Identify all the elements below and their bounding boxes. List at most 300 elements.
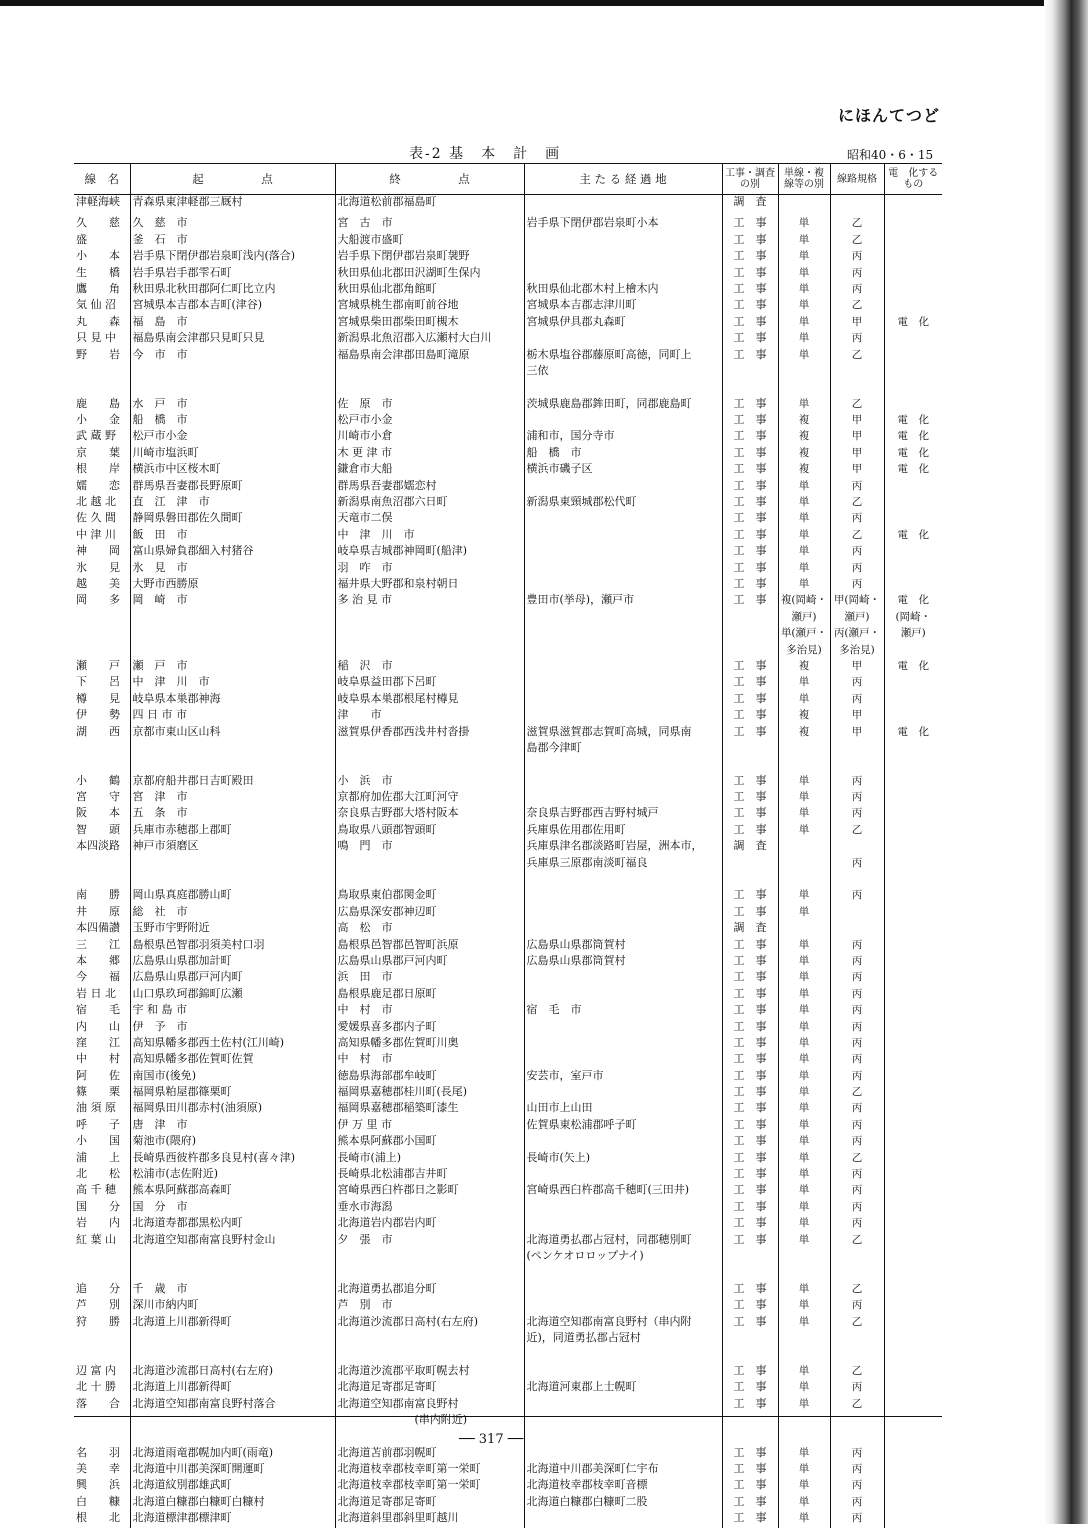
cell-end: 秋田県仙北郡田沢湖町生保内 — [335, 266, 524, 282]
cell-end: 小 浜 市 — [335, 774, 524, 790]
cell-end — [335, 610, 524, 626]
cell-end: 津 市 — [335, 708, 524, 724]
cell-end: 高 松 市 — [335, 921, 524, 937]
table-body — [74, 195, 942, 1528]
table-row — [74, 905, 942, 921]
cell-work-type: 工 事 — [722, 211, 778, 232]
cell-electrification — [884, 1462, 942, 1478]
cell-track-type — [778, 1265, 830, 1281]
cell-track-type: 単 — [778, 1020, 830, 1036]
cell-end — [335, 872, 524, 888]
table-row — [74, 1003, 942, 1019]
table-row — [74, 1347, 942, 1363]
cell-electrification — [884, 1331, 942, 1347]
cell-via: 船 橋 市 — [524, 446, 722, 462]
cell-line-standard: 丙 — [830, 806, 884, 822]
cell-line-name: 南 勝 — [76, 888, 120, 902]
cell-line-standard — [830, 1249, 884, 1265]
cell-start: 熊本県阿蘇郡高森町 — [130, 1183, 335, 1199]
cell-line-name: 本 郷 — [76, 953, 120, 967]
cell-track-type: 複 — [778, 725, 830, 741]
cell-via: 岩手県下閉伊郡岩泉町小本 — [524, 211, 722, 232]
cell-line-standard — [830, 1429, 884, 1445]
cell-line-name: 美 幸 — [76, 1462, 120, 1476]
cell-via — [524, 544, 722, 560]
cell-line-name: 今 福 — [76, 970, 120, 984]
cell-electrification: 電 化 — [884, 462, 942, 478]
cell-line-name — [74, 626, 130, 642]
cell-start: 岐阜県本巣郡神海 — [130, 692, 335, 708]
cell-work-type — [722, 872, 778, 888]
cell-track-type: 単 — [778, 1151, 830, 1167]
table-row — [74, 643, 942, 659]
cell-work-type: 工 事 — [722, 282, 778, 298]
cell-electrification — [884, 643, 942, 659]
cell-end — [335, 1249, 524, 1265]
cell-work-type: 工 事 — [722, 725, 778, 741]
table-row — [74, 872, 942, 888]
cell-line-standard: 甲 — [830, 413, 884, 429]
table-row — [74, 511, 942, 527]
cell-via: 山田市上山田 — [524, 1101, 722, 1117]
table-row — [74, 446, 942, 462]
cell-electrification — [884, 211, 942, 232]
cell-line-name: 井 原 — [76, 904, 120, 918]
cell-electrification — [884, 1069, 942, 1085]
cell-electrification — [884, 1495, 942, 1511]
table-row — [74, 987, 942, 1003]
bottom-rule — [74, 1416, 942, 1417]
cell-track-type: 単 — [778, 511, 830, 527]
cell-line-name — [74, 610, 130, 626]
cell-line-standard: 丙 — [830, 987, 884, 1003]
cell-track-type: 単 — [778, 561, 830, 577]
cell-electrification — [884, 1233, 942, 1249]
cell-end: 群馬県吾妻郡嬬恋村 — [335, 479, 524, 495]
cell-via — [524, 987, 722, 1003]
table-row — [74, 429, 942, 445]
cell-line-standard: 乙 — [830, 233, 884, 249]
cell-via — [524, 1446, 722, 1462]
table-row — [74, 938, 942, 954]
cell-line-standard — [830, 380, 884, 396]
cell-electrification — [884, 544, 942, 560]
cell-line-standard: 丙 — [830, 1462, 884, 1478]
cell-line-name: 宮 守 — [76, 790, 120, 804]
cell-track-type — [778, 380, 830, 396]
table-row — [74, 249, 942, 265]
cell-start: 川崎市塩浜町 — [130, 446, 335, 462]
cell-start — [130, 757, 335, 773]
cell-line-name: 篠 栗 — [76, 1085, 120, 1099]
cell-line-standard: 丙 — [830, 1216, 884, 1232]
cell-via — [524, 1200, 722, 1216]
cell-work-type: 工 事 — [722, 823, 778, 839]
cell-end — [335, 1347, 524, 1363]
cell-start — [130, 872, 335, 888]
cell-track-type: 多治見) — [778, 643, 830, 659]
cell-line-name — [74, 1249, 130, 1265]
cell-via — [524, 1265, 722, 1281]
cell-line-standard: 丙 — [830, 561, 884, 577]
cell-start: 北海道空知郡南富良野村金山 — [130, 1233, 335, 1249]
cell-track-type: 単 — [778, 495, 830, 511]
cell-electrification — [884, 1200, 942, 1216]
cell-end: 天竜市二俣 — [335, 511, 524, 527]
cell-line-standard: 乙 — [830, 1151, 884, 1167]
cell-line-standard: 丙 — [830, 1101, 884, 1117]
table-row — [74, 266, 942, 282]
cell-start: 南国市(後免) — [130, 1069, 335, 1085]
table-row — [74, 954, 942, 970]
table-row — [74, 462, 942, 478]
cell-work-type: 工 事 — [722, 315, 778, 331]
cell-electrification — [884, 1511, 942, 1527]
cell-electrification: 電 化 — [884, 413, 942, 429]
cell-line-name: 京 葉 — [76, 445, 120, 459]
cell-end: 垂水市海潟 — [335, 1200, 524, 1216]
cell-work-type: 工 事 — [722, 479, 778, 495]
cell-track-type: 単 — [778, 1036, 830, 1052]
cell-line-standard: 甲(岡崎・ — [830, 593, 884, 609]
cell-start: 松戸市小金 — [130, 429, 335, 445]
cell-start: 船 橋 市 — [130, 413, 335, 429]
cell-electrification — [884, 380, 942, 396]
table-row — [74, 626, 942, 642]
cell-end — [335, 856, 524, 872]
cell-start: 山口県玖珂郡錦町広瀬 — [130, 987, 335, 1003]
cell-track-type — [778, 1331, 830, 1347]
table-row — [74, 544, 942, 560]
cell-via — [524, 692, 722, 708]
cell-work-type: 工 事 — [722, 561, 778, 577]
cell-work-type: 工 事 — [722, 1380, 778, 1396]
cell-start: 群馬県吾妻郡長野原町 — [130, 479, 335, 495]
cell-via — [524, 1085, 722, 1101]
cell-line-standard: 甲 — [830, 725, 884, 741]
cell-end — [335, 757, 524, 773]
table-row — [74, 282, 942, 298]
cell-start: 福島県南会津郡只見町只見 — [130, 331, 335, 347]
cell-work-type: 工 事 — [722, 233, 778, 249]
cell-line-standard: 丙 — [830, 856, 884, 872]
cell-track-type — [778, 872, 830, 888]
cell-line-name: 呼 子 — [76, 1117, 120, 1131]
cell-start: 島根県邑智郡羽須美村口羽 — [130, 938, 335, 954]
cell-line-name — [74, 757, 130, 773]
cell-electrification — [884, 282, 942, 298]
cell-line-standard: 甲 — [830, 315, 884, 331]
cell-via: 三依 — [524, 364, 722, 380]
cell-via: 浦和市，国分寺市 — [524, 429, 722, 445]
cell-start — [130, 1249, 335, 1265]
cell-track-type: 単 — [778, 1298, 830, 1314]
table-row — [74, 659, 942, 675]
cell-line-name: 三 江 — [76, 937, 120, 951]
table-row — [74, 1380, 942, 1396]
cell-via — [524, 905, 722, 921]
cell-electrification — [884, 233, 942, 249]
cell-track-type: 単 — [778, 1118, 830, 1134]
cell-electrification — [884, 970, 942, 986]
cell-via — [524, 1020, 722, 1036]
cell-track-type: 単 — [778, 266, 830, 282]
cell-end: 高知県幡多郡佐賀町川奥 — [335, 1036, 524, 1052]
cell-line-name: 津軽海峡 — [76, 195, 120, 208]
cell-track-type — [778, 839, 830, 855]
cell-start: 長崎県西彼杵郡多良見村(喜々津) — [130, 1151, 335, 1167]
cell-track-type: 単 — [778, 1085, 830, 1101]
table-row — [74, 725, 942, 741]
cell-end: 北海道岩内郡岩内町 — [335, 1216, 524, 1232]
cell-start: 北海道標津郡標津町 — [130, 1511, 335, 1527]
cell-end: 北海道枝幸郡枝幸町第一栄町 — [335, 1462, 524, 1478]
cell-line-standard: 丙 — [830, 1380, 884, 1396]
table-row — [74, 315, 942, 331]
cell-via: 宮城県伊具郡丸森町 — [524, 315, 722, 331]
cell-track-type: 単 — [778, 970, 830, 986]
cell-start: 唐 津 市 — [130, 1118, 335, 1134]
cell-work-type: 工 事 — [722, 938, 778, 954]
cell-work-type: 工 事 — [722, 1315, 778, 1331]
cell-track-type — [778, 856, 830, 872]
cell-electrification — [884, 1478, 942, 1494]
cell-end: 北海道沙流郡平取町幌去村 — [335, 1364, 524, 1380]
table-header-row — [74, 164, 942, 195]
cell-via — [524, 511, 722, 527]
cell-line-name — [74, 364, 130, 380]
cell-end — [335, 380, 524, 396]
cell-start: 飯 田 市 — [130, 528, 335, 544]
cell-work-type: 工 事 — [722, 1085, 778, 1101]
cell-line-standard: 瀬戸) — [830, 610, 884, 626]
table-row — [74, 823, 942, 839]
cell-line-name — [74, 1347, 130, 1363]
cell-start: 福 島 市 — [130, 315, 335, 331]
cell-work-type — [722, 610, 778, 626]
cell-electrification — [884, 495, 942, 511]
cell-end: 浜 田 市 — [335, 970, 524, 986]
cell-end: 松戸市小金 — [335, 413, 524, 429]
cell-electrification — [884, 692, 942, 708]
cell-work-type — [722, 626, 778, 642]
cell-start: 水 戸 市 — [130, 397, 335, 413]
cell-end: 中 津 川 市 — [335, 528, 524, 544]
cell-work-type: 工 事 — [722, 692, 778, 708]
cell-line-name: 国 分 — [76, 1199, 120, 1213]
cell-track-type — [778, 195, 830, 212]
cell-via — [524, 1036, 722, 1052]
cell-line-standard: 丙 — [830, 1036, 884, 1052]
cell-start: 福岡県粕屋郡篠栗町 — [130, 1085, 335, 1101]
cell-work-type: 工 事 — [722, 593, 778, 609]
cell-end: 鳥取県八頭郡智頭町 — [335, 823, 524, 839]
cell-line-name: 佐 久 間 — [76, 511, 116, 525]
cell-end: 大船渡市盛町 — [335, 233, 524, 249]
cell-line-name: 小 金 — [76, 413, 120, 427]
cell-track-type: 単 — [778, 233, 830, 249]
cell-start: 岡 崎 市 — [130, 593, 335, 609]
cell-line-standard: 丙 — [830, 1495, 884, 1511]
cell-start: 横浜市中区桜木町 — [130, 462, 335, 478]
cell-end: 中 村 市 — [335, 1003, 524, 1019]
table-row — [74, 1249, 942, 1265]
cell-electrification — [884, 921, 942, 937]
cell-line-standard: 丙 — [830, 1118, 884, 1134]
cell-electrification — [884, 774, 942, 790]
page-number: ── 317 ── — [459, 1432, 524, 1447]
cell-track-type — [778, 1249, 830, 1265]
cell-electrification — [884, 1101, 942, 1117]
cell-work-type: 工 事 — [722, 1511, 778, 1527]
cell-work-type: 工 事 — [722, 1462, 778, 1478]
cell-track-type: 単 — [778, 1003, 830, 1019]
cell-line-standard — [830, 1331, 884, 1347]
cell-line-name: 生 橋 — [76, 265, 120, 279]
cell-work-type: 工 事 — [722, 1298, 778, 1314]
cell-electrification — [884, 1020, 942, 1036]
cell-electrification — [884, 938, 942, 954]
cell-electrification — [884, 1364, 942, 1380]
cell-work-type: 工 事 — [722, 1101, 778, 1117]
cell-line-standard: 乙 — [830, 1282, 884, 1298]
cell-end — [335, 626, 524, 642]
cell-work-type — [722, 741, 778, 757]
cell-line-name: 内 山 — [76, 1019, 120, 1033]
cell-line-name: 嬬 恋 — [76, 478, 120, 492]
cell-work-type: 工 事 — [722, 298, 778, 314]
table-row — [74, 888, 942, 904]
cell-electrification — [884, 348, 942, 364]
cell-start: 岡山県真庭郡勝山町 — [130, 888, 335, 904]
cell-work-type: 工 事 — [722, 544, 778, 560]
cell-end: 福岡県嘉穂郡桂川町(長尾) — [335, 1085, 524, 1101]
cell-via — [524, 1216, 722, 1232]
cell-end: 福島県南会津郡田島町滝原 — [335, 348, 524, 364]
cell-work-type — [722, 757, 778, 773]
table-row — [74, 364, 942, 380]
cell-end: 新潟県南魚沼郡六日町 — [335, 495, 524, 511]
cell-start: 広島県山県郡加計町 — [130, 954, 335, 970]
cell-line-name: 宿 毛 — [76, 1003, 120, 1017]
cell-work-type: 工 事 — [722, 888, 778, 904]
cell-track-type: 単 — [778, 1364, 830, 1380]
cell-via: 佐賀県東松浦郡呼子町 — [524, 1118, 722, 1134]
cell-line-name: 狩 勝 — [76, 1314, 120, 1328]
cell-work-type: 工 事 — [722, 954, 778, 970]
cell-electrification — [884, 1249, 942, 1265]
cell-work-type — [722, 1331, 778, 1347]
cell-line-name: 岡 多 — [76, 593, 120, 607]
cell-line-standard — [830, 1347, 884, 1363]
cell-start: 北海道白糠郡白糠町白糠村 — [130, 1495, 335, 1511]
cell-line-standard — [830, 1265, 884, 1281]
cell-via — [524, 195, 722, 212]
cell-work-type: 工 事 — [722, 1200, 778, 1216]
header-work-type: 工事・調査の別 — [722, 164, 778, 195]
cell-end: 広島県深安郡神辺町 — [335, 905, 524, 921]
cell-start: 兵庫市赤穂郡上郡町 — [130, 823, 335, 839]
cell-start: 五 条 市 — [130, 806, 335, 822]
table-row — [74, 348, 942, 364]
cell-work-type: 工 事 — [722, 462, 778, 478]
cell-start: 京都府船井郡日吉町殿田 — [130, 774, 335, 790]
cell-line-name: 北 越 北 — [76, 495, 116, 509]
table-row — [74, 741, 942, 757]
header-line-name: 線 名 — [74, 164, 130, 195]
cell-track-type: 単 — [778, 1495, 830, 1511]
cell-electrification — [884, 1282, 942, 1298]
cell-line-standard: 丙 — [830, 282, 884, 298]
cell-end: 熊本県阿蘇郡小国町 — [335, 1134, 524, 1150]
cell-end: 宮城県柴田郡柴田町槻木 — [335, 315, 524, 331]
cell-via — [524, 479, 722, 495]
cell-line-name: 阪 本 — [76, 806, 120, 820]
cell-line-name: 紅 葉 山 — [76, 1232, 116, 1246]
cell-electrification: 電 化 — [884, 446, 942, 462]
cell-line-name: 落 合 — [76, 1396, 120, 1410]
cell-track-type: 単 — [778, 774, 830, 790]
cell-electrification — [884, 1429, 942, 1445]
cell-start — [130, 741, 335, 757]
cell-via: 北海道白糠郡白糠町二股 — [524, 1495, 722, 1511]
cell-track-type: 単 — [778, 692, 830, 708]
cell-work-type: 工 事 — [722, 1069, 778, 1085]
cell-line-name: 鹿 島 — [76, 396, 120, 410]
cell-track-type — [778, 364, 830, 380]
table-row — [74, 195, 942, 212]
cell-line-name: 中 津 川 — [76, 527, 116, 541]
header-track-type: 単線・複線等の別 — [778, 164, 830, 195]
cell-start: 北海道紋別郡雄武町 — [130, 1478, 335, 1494]
cell-work-type — [722, 1249, 778, 1265]
header-line-standard: 線路規格 — [830, 164, 884, 195]
table-row — [74, 1282, 942, 1298]
cell-line-standard: 丙 — [830, 954, 884, 970]
cell-end: 芦 別 市 — [335, 1298, 524, 1314]
cell-via — [524, 1347, 722, 1363]
table-row — [74, 970, 942, 986]
cell-via: 豊田市(挙母)，瀬戸市 — [524, 593, 722, 609]
table-date: 昭和40・6・15 — [847, 148, 934, 162]
cell-electrification — [884, 266, 942, 282]
table-row — [74, 839, 942, 855]
cell-work-type: 調 査 — [722, 839, 778, 855]
cell-line-standard: 乙 — [830, 298, 884, 314]
cell-via — [524, 970, 722, 986]
cell-end: 羽 咋 市 — [335, 561, 524, 577]
cell-work-type: 工 事 — [722, 774, 778, 790]
cell-track-type: 単 — [778, 1380, 830, 1396]
cell-electrification — [884, 708, 942, 724]
cell-start: 久 慈 市 — [130, 211, 335, 232]
cell-via — [524, 1511, 722, 1527]
cell-start: 深川市納内町 — [130, 1298, 335, 1314]
cell-work-type — [722, 1347, 778, 1363]
cell-start: 宮 津 市 — [130, 790, 335, 806]
cell-start — [130, 1347, 335, 1363]
cell-end: 岐阜県本巣郡根尾村樽見 — [335, 692, 524, 708]
cell-end: 北海道松前郡福島町 — [335, 195, 524, 212]
cell-track-type — [778, 757, 830, 773]
cell-track-type: 単 — [778, 479, 830, 495]
cell-line-name: 神 岡 — [76, 544, 120, 558]
cell-line-name: 下 呂 — [76, 675, 120, 689]
cell-via: 滋賀県滋賀郡志賀町高城，同県南 — [524, 725, 722, 741]
cell-work-type: 工 事 — [722, 1134, 778, 1150]
cell-start: 四 日 市 市 — [130, 708, 335, 724]
cell-line-name: 伊 勢 — [76, 708, 120, 722]
